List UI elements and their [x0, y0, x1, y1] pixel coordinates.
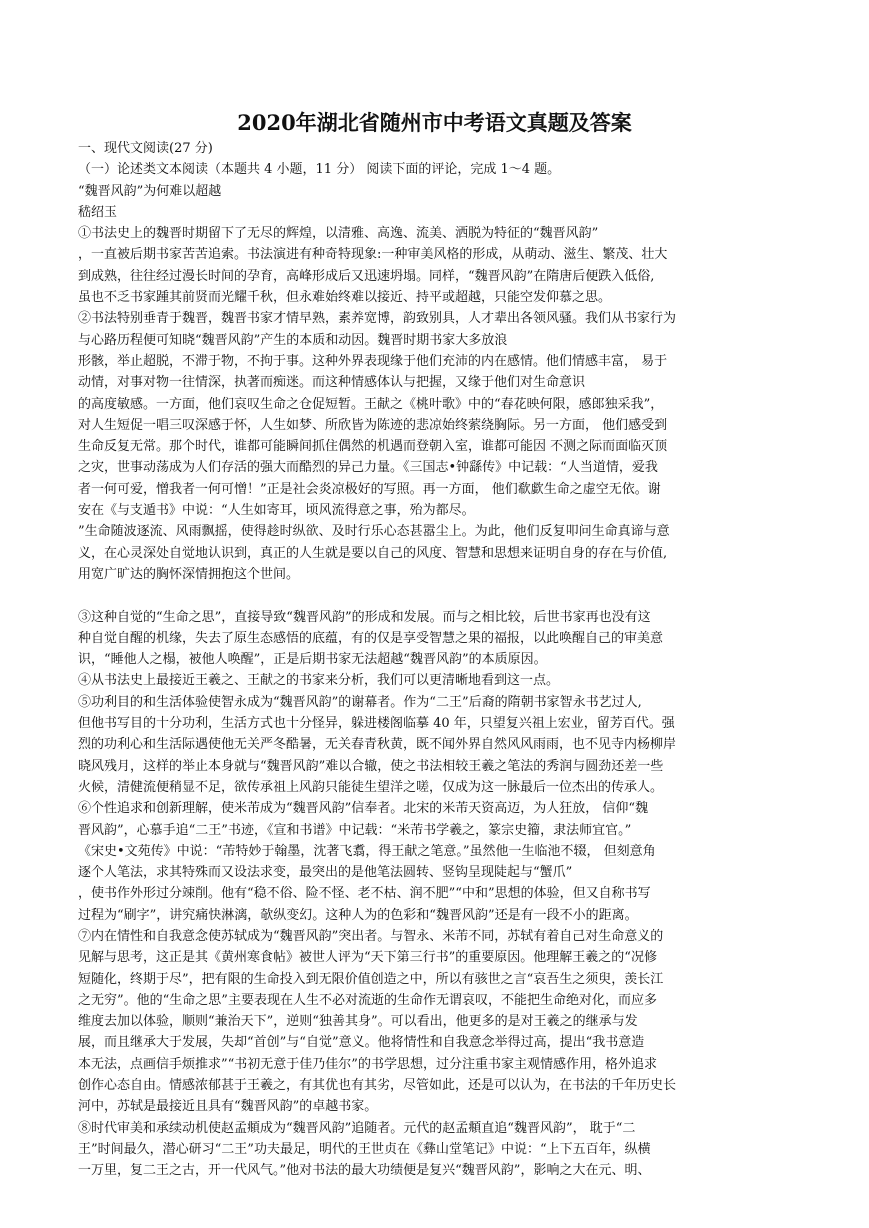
text-line: ，使书作外形过分竦削。他有“稳不俗、险不怪、老不枯、润不肥”“中和”思想的体验，但又自称书写	[78, 886, 651, 902]
text-line: 与心路历程便可知晓“魏晋风韵”产生的本质和动因。魏晋时期书家大多放浪	[78, 332, 508, 348]
text-line: ”生命随波逐流、风雨飘摇，使得趁时纵欲、及时行乐心态甚嚣尘上。为此，他们反复叩问生命真谛与意	[78, 524, 670, 540]
text-line: 维度去加以体验，顺则“兼治天下”，逆则“独善其身”。可以看出，他更多的是对王羲之的继承与发	[78, 1014, 638, 1030]
text-line: ⑧时代审美和承续动机使赵孟頫成为“魏晋风韵”追随者。元代的赵孟頫直追“魏晋风韵”， 耽于“二	[78, 1120, 636, 1136]
text-line: 火候，清健流便稍显不足，欲传承祖上风韵只能徒生望洋之嗟，仅成为这一脉最后一位杰出的传承人。	[78, 779, 664, 795]
text-line: ⑥个性追求和创新理解，使米芾成为“魏晋风韵”信奉者。北宋的米芾天资高迈，为人狂放， 信仰“魏	[78, 801, 649, 817]
text-line: 种自觉自醒的机缘，失去了原生态感悟的底蕴，有的仅是享受智慧之果的福报，以此唤醒自己的审美意	[78, 630, 664, 646]
text-line: 一、现代文阅读(27 分)	[78, 141, 213, 156]
text-line: 创作心态自由。情感浓郁甚于王羲之，有其优也有其劣，尽管如此，还是可以认为，在书法的千年历史长	[78, 1078, 677, 1094]
text-line: 者一何可爱，憎我者一何可憎！”正是社会炎凉极好的写照。再一方面， 他们欷歔生命之虚空无依。谢	[78, 481, 661, 497]
document-title: 2020年湖北省随州市中考语文真题及答案	[237, 110, 632, 135]
text-line: ④从书法史上最接近王羲之、王献之的书家来分析，我们可以更清晰地看到这一点。	[78, 673, 560, 689]
text-line: 义，在心灵深处自觉地认识到，真正的人生就是要以自己的风度、智慧和思想来证明自身的存在与价值,	[78, 545, 668, 561]
text-line: 见解与思考，这正是其《黄州寒食帖》被世人评为“天下第三行书”的重要原因。他理解王羲之的“况修	[78, 950, 657, 966]
text-line: “魏晋风韵”为何难以超越	[78, 183, 222, 199]
text-line: 之灾，世事动荡成为人们存活的强大而酷烈的异己力量。《三国志•钟繇传》中记载：“人当道情，爱我	[78, 460, 658, 476]
text-line: 一万里，复二王之古，开一代风气。”他对书法的最大功绩便是复兴“魏晋风韵”，影响之大在元、明、	[78, 1163, 651, 1179]
text-line: ⑦内在情性和自我意念使苏轼成为“魏晋风韵”突出者。与智永、米芾不同，苏轼有着自己对生命意义的	[78, 928, 664, 944]
text-line: 之无穷”。他的“生命之思”主要表现在人生不必对流逝的生命作无谓哀叹，不能把生命绝对化，而应多	[78, 992, 657, 1008]
text-line	[78, 585, 790, 606]
text-line: 安在《与支遁书》中说：“人生如寄耳，顷风流得意之事，殆为都尽。	[78, 503, 475, 519]
text-line: 王”时间最久，潜心研习“二王”功夫最足，明代的王世贞在《彝山堂笔记》中说：“上下五百年，纵横	[78, 1141, 651, 1157]
text-line: 河中，苏轼是最接近且具有“魏晋风韵”的卓越书家。	[78, 1099, 378, 1115]
text-line: ③这种自觉的“生命之思”，直接导致“魏晋风韵”的形成和发展。而与之相比较，后世书家再也没有这	[78, 609, 651, 625]
text-line: 《宋史•文苑传》中说：“芾特妙于翰墨，沈著飞翥，得王献之笔意。”虽然他一生临池不辍， 但刻意角	[78, 843, 656, 859]
text-line: 嵇绍玉	[78, 204, 118, 220]
text-line: 逐个人笔法，求其特殊而又设法求变，最突出的是他笔法圆转、竖钩呈现陡起与“蟹爪”	[78, 865, 573, 881]
text-line: 虽也不乏书家踵其前贤而光耀千秋，但永难始终难以接近、持平或超越，只能空发仰慕之思。	[78, 290, 612, 306]
text-line: 识，“睡他人之榻，被他人唤醒”，正是后期书家无法超越“魏晋风韵”的本质原因。	[78, 652, 547, 668]
text-line: ⑤功利目的和生活体验使智永成为“魏晋风韵”的谢幕者。作为“二王”后裔的隋朝书家智永书艺过人,	[78, 694, 642, 710]
text-line: 短随化，终期于尽”，把有限的生命投入到无限价值创造之中，所以有骇世之言“哀吾生之须臾，羡长江	[78, 971, 664, 987]
text-line: 本无法，点画信手烦推求”“书初无意于佳乃佳尔”的书学思想，过分注重书家主观情感作用，格外追求	[78, 1056, 657, 1072]
text-line: 的高度敏感。一方面，他们哀叹生命之仓促短暂。王献之《桃叶歌》中的“春花映何限，感郎独采我”，	[78, 396, 664, 412]
text-line: 形骸，举止超脱，不滞于物，不拘于事。这种外界表现缘于他们充沛的内在感情。他们情感丰富， 易于	[78, 353, 668, 369]
text-line: 晓风残月，这样的举止本身就与“魏晋风韵”难以合辙，使之书法相较王羲之笔法的秀润与圆劲还差一些	[78, 758, 664, 774]
text-line: 对人生短促一唱三叹深感于怀，人生如梦、所欣皆为陈迹的悲凉始终萦绕胸际。另一方面， 他们感受到	[78, 417, 668, 433]
text-line: 但他书写目的十分功利，生活方式也十分怪异，躲进楼阁临摹 40 年，只望复兴祖上宏业，留芳百代。强	[78, 716, 675, 732]
text-line: 动情，对事对物一往情深，执著而痴迷。而这种情感体认与把握，又缘于他们对生命意识	[78, 375, 586, 391]
text-line: 烈的功利心和生活际遇使他无关严冬酷暑，无关春青秋黄，既不闻外界自然风风雨雨，也不见寺内杨柳岸	[78, 737, 677, 753]
text-line: 展，而且继承大于发展，失却“首创”与“自觉”意义。他将情性和自我意念举得过高，提出“我书意造	[78, 1035, 645, 1051]
text-line: 过程为“刷字”，讲究痛快淋漓，欹纵变幻。这种人为的色彩和“魏晋风韵”还是有一段不小的距离。	[78, 907, 638, 923]
text-line: ①书法史上的魏晋时期留下了无尽的辉煌，以清雅、高逸、流美、洒脱为特征的“魏晋风韵”	[78, 226, 599, 242]
text-line: （一）论述类文本阅读（本题共 4 小题，11 分） 阅读下面的评论，完成 1～4 题。	[78, 162, 561, 178]
text-line: ②书法特别垂青于魏晋，魏晋书家才情早熟，素养宽博，韵致别具，人才辈出各领风骚。我们从书家行为	[78, 311, 677, 327]
article-body	[78, 138, 790, 1182]
text-line: 用宽广旷达的胸怀深情拥抱这个世间。	[78, 566, 300, 582]
text-line: 生命反复无常。那个时代，谁都可能瞬间抓住偶然的机遇而登朝入室，谁都可能因 不测之际而面临灭顶	[78, 439, 668, 455]
text-line: 晋风韵”，心慕手追“二王”书迹，《宣和书谱》中记载：“米芾书学羲之，篆宗史籀，隶法师宜官。”	[78, 822, 632, 838]
text-line: ，一直被后期书家苦苦追索。书法演进有种奇特现象:一种审美风格的形成，从萌动、滋生、繁茂、壮大	[78, 247, 668, 263]
text-line: 到成熟，往往经过漫长时间的孕育，高峰形成后又迅速坍塌。同样，“魏晋风韵”在隋唐后便跌入低俗,	[78, 268, 655, 284]
